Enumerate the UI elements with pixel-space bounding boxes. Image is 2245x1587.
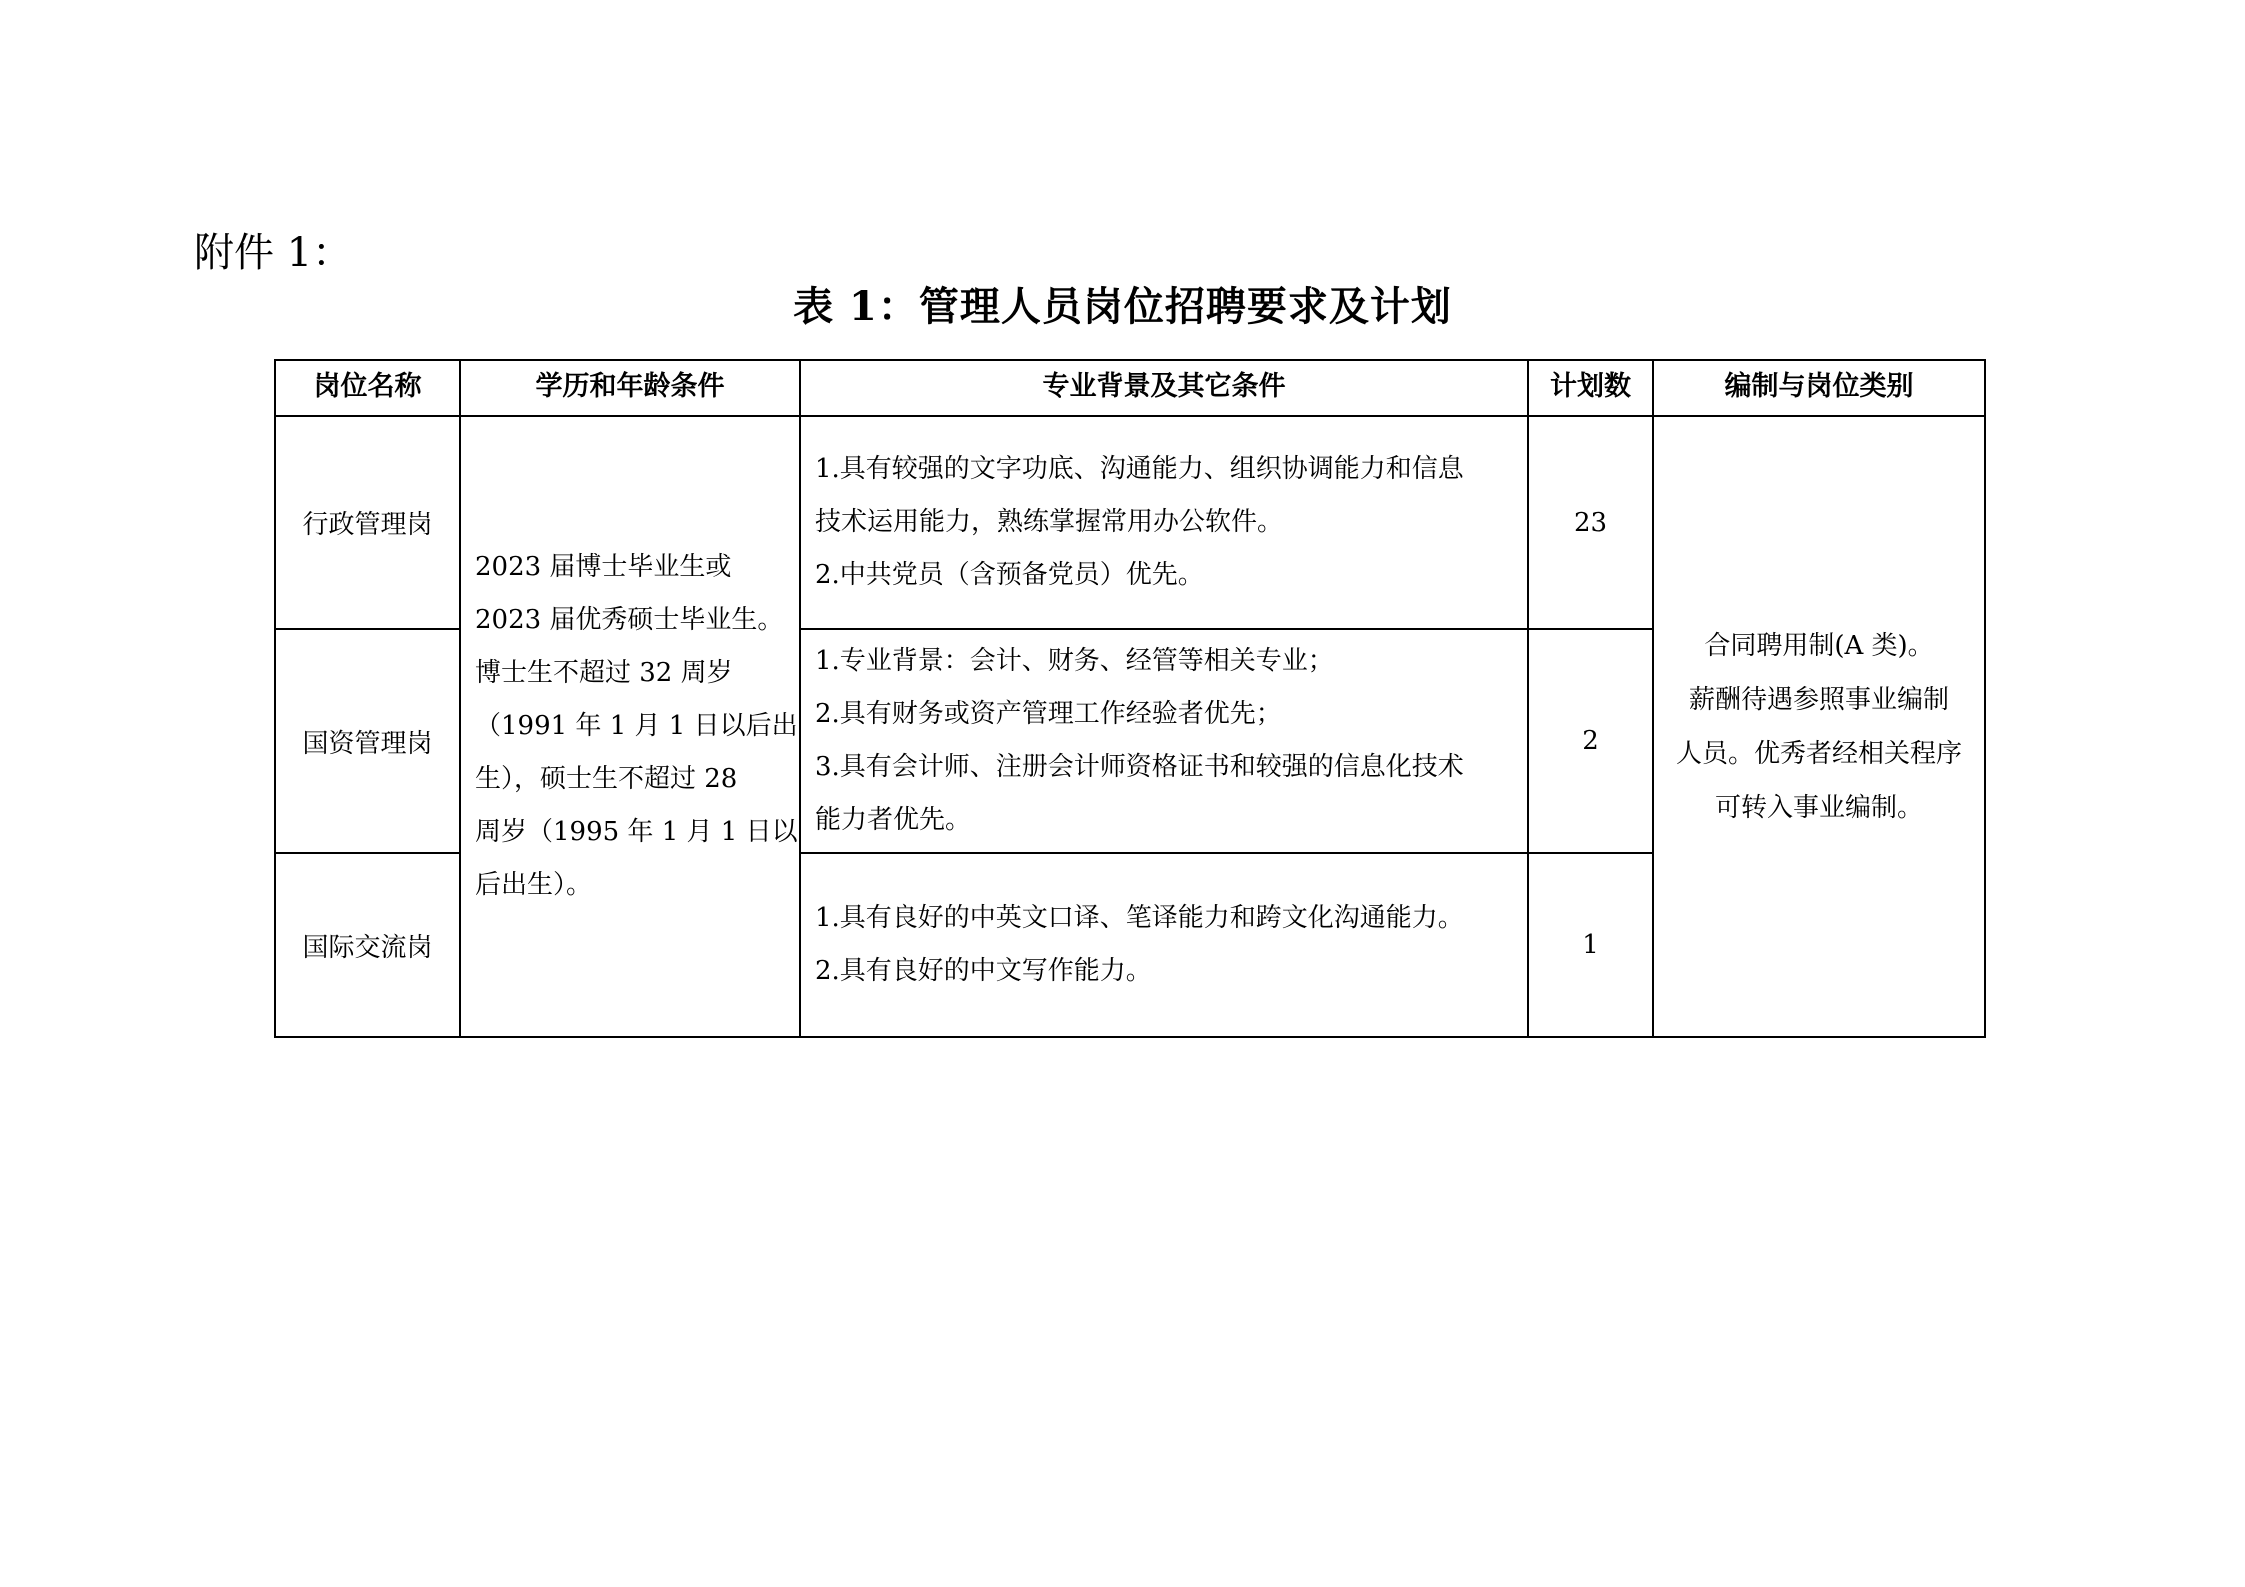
requirements-cell xyxy=(800,629,1528,853)
requirements-cell xyxy=(800,853,1528,1037)
staffing-line: 薪酬待遇参照事业编制 xyxy=(1688,684,1949,715)
education-line: （1991 年 1 月 1 日以后出 xyxy=(475,711,798,741)
education-line: 周岁（1995 年 1 月 1 日以 xyxy=(475,817,798,847)
requirements-cell xyxy=(800,416,1528,629)
requirement-line: 2.中共党员（含预备党员）优先。 xyxy=(815,560,1204,590)
requirement-line: 1.专业背景：会计、财务、经管等相关专业； xyxy=(815,646,1334,676)
requirement-line: 1.具有较强的文字功底、沟通能力、组织协调能力和信息 xyxy=(815,454,1464,484)
count-cell: 2 xyxy=(1528,629,1653,853)
staffing-line: 人员。优秀者经相关程序 xyxy=(1675,738,1962,769)
header-count: 计划数 xyxy=(1528,360,1653,416)
staffing-line: 合同聘用制(A 类)。 xyxy=(1704,630,1934,661)
education-line: 2023 届优秀硕士毕业生。 xyxy=(475,605,784,635)
header-requirements: 专业背景及其它条件 xyxy=(800,360,1528,416)
count-cell: 23 xyxy=(1528,416,1653,629)
staffing-type-cell xyxy=(1653,416,1985,1037)
position-cell: 国际交流岗 xyxy=(275,853,460,1037)
education-line: 后出生）。 xyxy=(475,870,593,900)
requirement-line: 3.具有会计师、注册会计师资格证书和较强的信息化技术 xyxy=(815,752,1464,782)
requirement-line: 技术运用能力，熟练掌握常用办公软件。 xyxy=(815,507,1284,537)
header-education-age: 学历和年龄条件 xyxy=(460,360,800,416)
education-age-cell xyxy=(460,416,800,1037)
table-title: 表 1：管理人员岗位招聘要求及计划 xyxy=(793,283,1452,330)
header-staffing-type: 编制与岗位类别 xyxy=(1653,360,1985,416)
count-cell: 1 xyxy=(1528,853,1653,1037)
requirement-line: 1.具有良好的中英文口译、笔译能力和跨文化沟通能力。 xyxy=(815,903,1464,933)
education-line: 2023 届博士毕业生或 xyxy=(475,552,732,582)
table-header-row xyxy=(275,360,1985,416)
table-row xyxy=(275,416,1985,629)
staffing-line: 可转入事业编制。 xyxy=(1714,792,1923,823)
attachment-label: 附件 1： xyxy=(194,230,353,276)
education-line: 博士生不超过 32 周岁 xyxy=(475,658,733,688)
position-cell: 行政管理岗 xyxy=(275,416,460,629)
recruitment-table xyxy=(274,359,1986,1038)
header-position: 岗位名称 xyxy=(275,360,460,416)
requirement-line: 2.具有财务或资产管理工作经验者优先； xyxy=(815,699,1282,729)
requirement-line: 能力者优先。 xyxy=(815,805,972,835)
requirement-line: 2.具有良好的中文写作能力。 xyxy=(815,956,1152,986)
education-line: 生），硕士生不超过 28 xyxy=(475,764,738,794)
position-cell: 国资管理岗 xyxy=(275,629,460,853)
